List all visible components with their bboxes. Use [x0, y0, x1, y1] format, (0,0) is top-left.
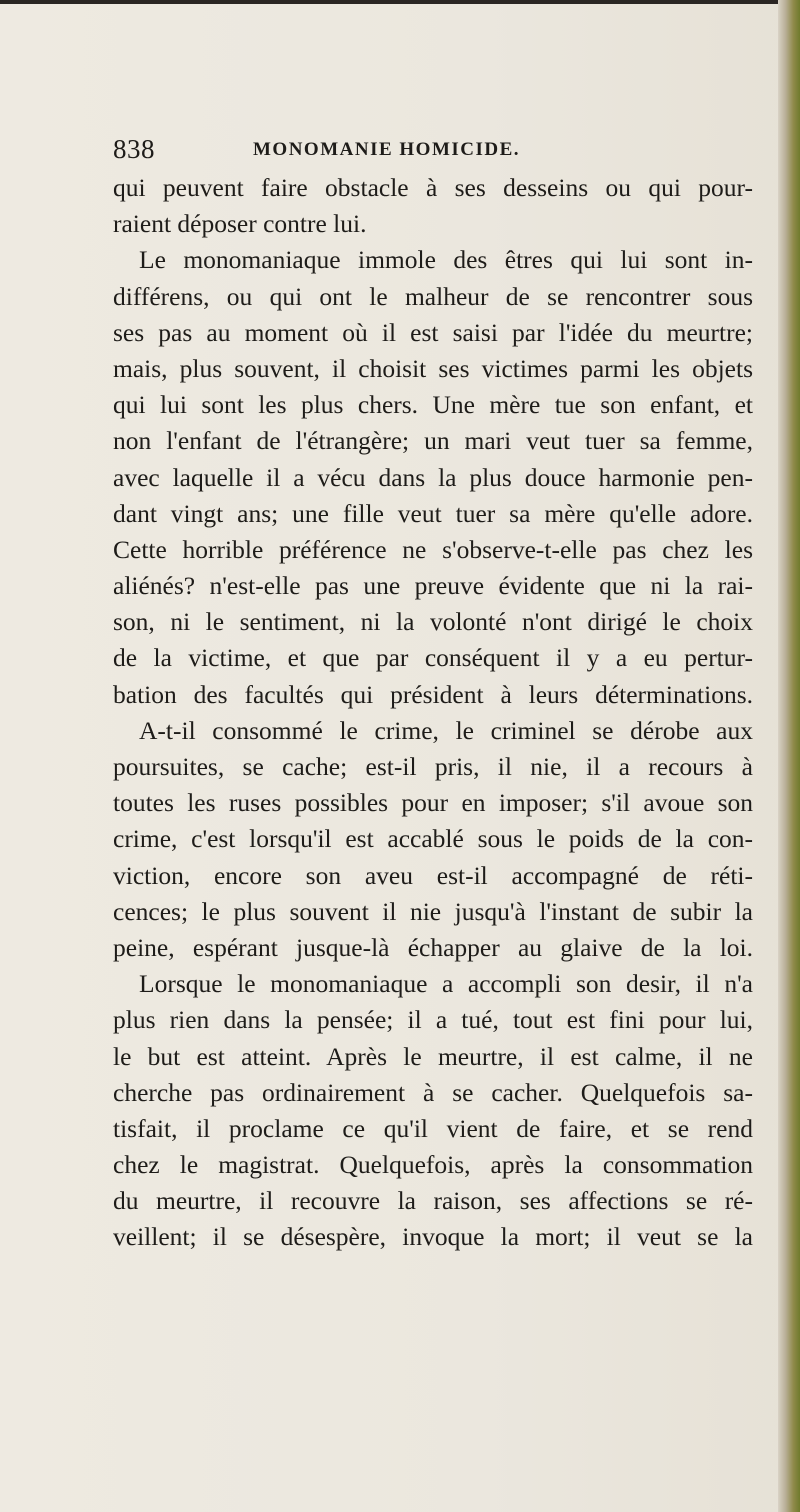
text-line: raient déposer contre lui.	[113, 209, 367, 239]
text-line: Cette horrible préférence ne s'observe-t-elle pas chez les	[113, 534, 753, 564]
body-text	[113, 170, 753, 1256]
running-title: MONOMANIE HOMICIDE.	[253, 139, 521, 160]
text-line: du meurtre, il recouvre la raison, ses affections se ré-	[113, 1186, 753, 1216]
text-line: peine, espérant jusque-là échapper au glaive de la loi.	[113, 932, 753, 962]
text-line: plus rien dans la pensée; il a tué, tout est fini pour lui,	[113, 1005, 753, 1035]
text-line: crime, c'est lorsqu'il est accablé sous le poids de la con-	[113, 824, 753, 854]
text-line: tisfait, il proclame ce qu'il vient de faire, et se rend	[113, 1113, 753, 1143]
page-number: 838	[113, 134, 155, 164]
text-line: A-t-il consommé le crime, le criminel se dérobe aux	[139, 715, 753, 745]
text-line: poursuites, se cache; est-il pris, il nie, il a recours à	[113, 752, 753, 781]
running-head	[113, 134, 753, 168]
text-line: viction, encore son aveu est-il accompagné de réti-	[113, 860, 753, 890]
text-line: avec laquelle il a vécu dans la plus douce harmonie pen-	[113, 462, 753, 492]
text-line: veillent; il se désespère, invoque la mort; il veut se la	[113, 1222, 753, 1252]
text-line: cherche pas ordinairement à se cacher. Quelquefois sa-	[113, 1077, 753, 1107]
text-line: mais, plus souvent, il choisit ses victimes parmi les objets	[113, 353, 753, 383]
text-line: de la victime, et que par conséquent il y a eu pertur-	[113, 643, 753, 673]
text-line: son, ni le sentiment, ni la volonté n'ont dirigé le choix	[113, 607, 753, 637]
text-line: qui lui sont les plus chers. Une mère tue son enfant, et	[113, 390, 753, 420]
text-line: cences; le plus souvent il nie jusqu'à l'instant de subir la	[113, 896, 753, 926]
binding-edge	[778, 0, 800, 1512]
text-line: bation des facultés qui président à leurs déterminations.	[113, 679, 753, 709]
top-edge-rule	[0, 0, 790, 4]
text-line: chez le magistrat. Quelquefois, après la consommation	[113, 1150, 753, 1180]
text-line: Le monomaniaque immole des êtres qui lui sont in-	[139, 245, 753, 275]
text-line: toutes les ruses possibles pour en imposer; s'il avoue son	[113, 788, 753, 818]
text-line: dant vingt ans; une fille veut tuer sa mère qu'elle adore.	[113, 498, 753, 528]
text-line: non l'enfant de l'étrangère; un mari veut tuer sa femme,	[113, 426, 753, 456]
text-line: le but est atteint. Après le meurtre, il est calme, il ne	[113, 1041, 753, 1071]
text-line: qui peuvent faire obstacle à ses desseins ou qui pour-	[113, 173, 753, 202]
text-line: ses pas au moment où il est saisi par l'idée du meurtre;	[113, 317, 753, 347]
text-line: différens, ou qui ont le malheur de se rencontrer sous	[113, 281, 753, 311]
text-line: Lorsque le monomaniaque a accompli son desir, il n'a	[139, 969, 753, 999]
text-line: aliénés? n'est-elle pas une preuve évidente que ni la rai-	[113, 571, 753, 601]
